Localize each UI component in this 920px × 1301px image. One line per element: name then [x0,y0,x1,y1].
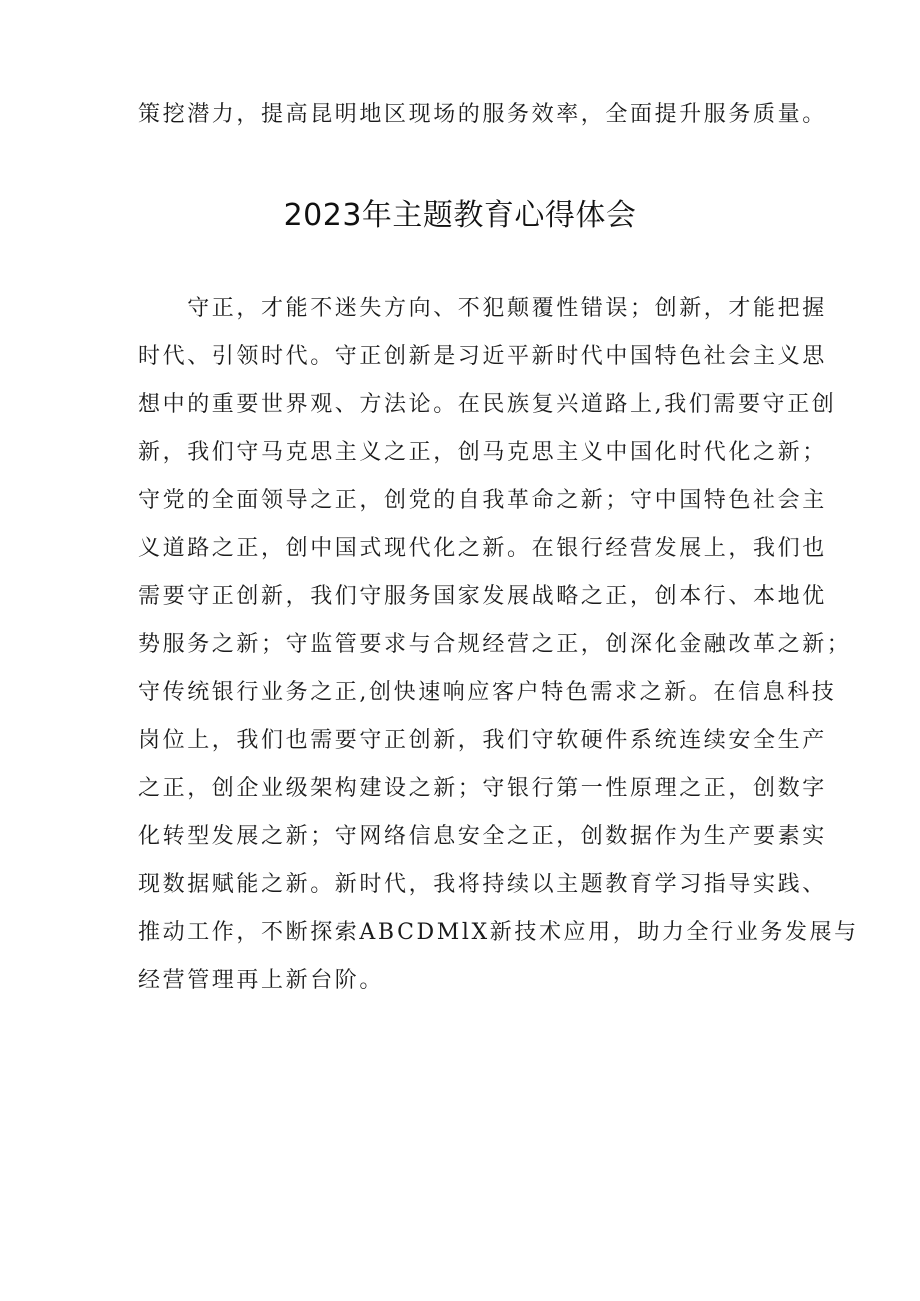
paragraph-line: 守党的全面领导之正，创党的自我革命之新；守中国特色社会主 [138,488,827,513]
paragraph-line: 势服务之新；守监管要求与合规经营之正，创深化金融改革之新； [138,632,852,657]
paragraph-line: 守正，才能不迷失方向、不犯颠覆性错误；创新，才能把握 [138,296,827,321]
paragraph-line: 推动工作，不断探索ABCDMlX新技术应用，助力全行业务发展与 [138,920,859,945]
carryover-text-line: 策挖潜力，提高昆明地区现场的服务效率，全面提升服务质量。 [138,102,827,127]
paragraph-line: 之正，创企业级架构建设之新；守银行第一性原理之正，创数字 [138,776,827,801]
paragraph-line: 需要守正创新，我们守服务国家发展战略之正，创本行、本地优 [138,584,827,609]
paragraph-line: 经营管理再上新台阶。 [138,968,385,993]
paragraph-line: 化转型发展之新；守网络信息安全之正，创数据作为生产要素实 [138,824,827,849]
paragraph-line: 守传统银行业务之正,创快速响应客户特色需求之新。在信息科技 [138,680,837,705]
page-title: 2023年主题教育心得体会 [283,198,637,233]
paragraph-line: 现数据赋能之新。新时代，我将持续以主题教育学习指导实践、 [138,872,827,897]
paragraph-line: 想中的重要世界观、方法论。在民族复兴道路上,我们需要守正创 [138,392,837,417]
paragraph-line: 义道路之正，创中国式现代化之新。在银行经营发展上，我们也 [138,536,827,561]
paragraph-line: 时代、引领时代。守正创新是习近平新时代中国特色社会主义思 [138,344,827,369]
paragraph-line: 岗位上，我们也需要守正创新，我们守软硬件系统连续安全生产 [138,728,827,753]
paragraph-line: 新，我们守马克思主义之正，创马克思主义中国化时代化之新； [138,440,827,465]
